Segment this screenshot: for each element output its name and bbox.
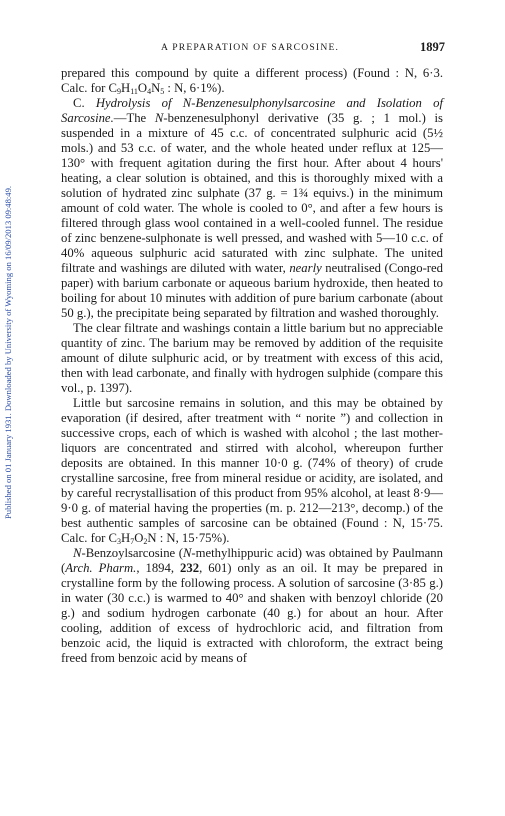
volume-number: 232 bbox=[180, 561, 200, 575]
page-number: 1897 bbox=[420, 40, 445, 54]
section-heading: Hydrolysis of N-Benzenesulphonylsarcosine and Isolation of Sarcosine. bbox=[61, 96, 443, 125]
download-notice: Published on 01 January 1931. Downloaded by University of Wyoming on 16/09/2013 09:48:49. bbox=[3, 185, 13, 519]
paragraph-benzoylsarcosine: N-Benzoylsarcosine (N-methylhippuric acid) was obtained by Paulmann (Arch. Pharm., 1894, 232, 601) only as an oil. It may be prepared in crystalline form by the following process. A solution of sarcosine (3·85 g.) in water (30 c.c.) is warmed to 40° and shaken with benzoyl chloride (20 g.) and sodium hydrogen carbonate (40 g.) for about an hour. After cooling, addition of excess of hydrochloric acid, and filtration from benzoic acid, the liquid is extracted with chloroform, the extract being freed from benzoic acid by means of bbox=[61, 546, 443, 665]
paragraph-1: prepared this compound by quite a different process) (Found : N, 6·3. Calc. for $C_9H_{11}O_4N_5$ : N, 6·1%). bbox=[61, 66, 443, 96]
running-title: A PREPARATION OF SARCOSINE. bbox=[161, 42, 340, 53]
paragraph-sarcosine: Little but sarcosine remains in solution, and this may be obtained by evaporation (if desired, after treatment with “ norite ”) and collection in successive crops, each of which is washed with alcohol ; the last mother-liquors are concentrated and stirred with alcohol, whereupon further deposits are obtained. In this manner 10·0 g. (74% of theory) of crude crystalline sarcosine, free from mineral residue or acidity, are isolated, and by careful recrystallisation of this product from 95% alcohol, at least 8·9—9·0 g. of material having the properties (m. p. 212—213°, decomp.) of the best authentic samples of sarcosine can be obtained (Found : N, 15·75. Calc. for $C_3H_7O_2N$ : N, 15·75%). bbox=[61, 396, 443, 546]
article-body bbox=[61, 66, 443, 666]
paragraph-hydrolysis: C. Hydrolysis of N-Benzenesulphonylsarcosine and Isolation of Sarcosine.—The N-benzenesulphonyl derivative (35 g. ; 1 mol.) is suspended in a mixture of 45 c.c. of concentrated sulphuric acid (5½ mols.) and 53 c.c. of water, and the whole heated under reflux at 125—130° with frequent agitation during the first hour. After about 4 hours' heating, a clear solution is obtained, and this is thoroughly mixed with a solution of hydrated zinc sulphate (37 g. = 1¾ equivs.) in the minimum amount of cold water. The whole is cooled to 0°, and after a few hours is filtered through glass wool contained in a well-cooled funnel. The residue of zinc benzene-sulphonate is well pressed, and washed with 5—10 c.c. of 40% aqueous sulphuric acid saturated with zinc sulphate. The united filtrate and washings are diluted with water, nearly neutralised (Congo-red paper) with barium carbonate or aqueous barium hydroxide, then heated to boiling for about 10 minutes with addition of pure barium carbonate (about 50 g.), the precipitate being separated by filtration and washed thoroughly. bbox=[61, 96, 443, 320]
page-header bbox=[61, 40, 443, 56]
paragraph-filtrate: The clear filtrate and washings contain a little barium but no appreciable quantity of zinc. The barium may be removed by addition of the requisite amount of dilute sulphuric acid, or by treatment with excess of this acid, then with lead carbonate, and finally with hydrogen sulphide (compare this vol., p. 1397). bbox=[61, 321, 443, 395]
journal-name: Arch. Pharm. bbox=[65, 561, 137, 575]
